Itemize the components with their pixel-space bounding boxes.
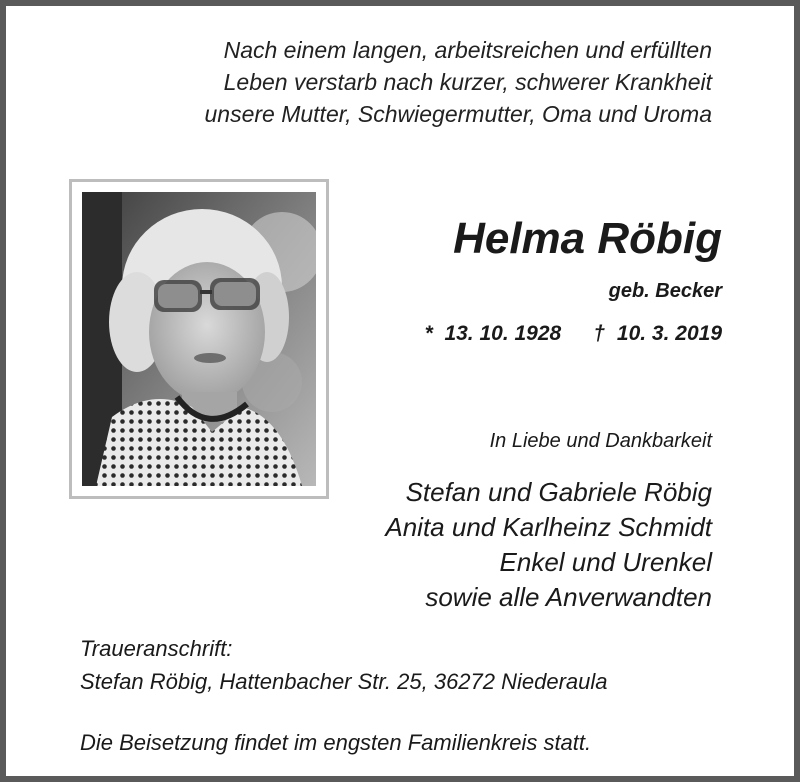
deceased-name: Helma Röbig: [453, 214, 722, 263]
address-label: Traueranschrift:: [80, 636, 233, 661]
mourning-address: [80, 632, 608, 698]
intro-text: [72, 34, 712, 130]
funeral-note: Die Beisetzung findet im engsten Familienkreis statt.: [80, 730, 592, 755]
death-date: 10. 3. 2019: [616, 322, 722, 345]
maiden-name: geb. Becker: [608, 280, 722, 302]
death-date-group: [593, 320, 722, 348]
mourner-line: Enkel und Urenkel: [499, 547, 712, 577]
birth-date: 13. 10. 1928: [444, 322, 562, 345]
portrait-frame: [69, 179, 329, 499]
birth-symbol: *: [424, 322, 433, 345]
mourner-line: sowie alle Anverwandten: [425, 582, 712, 612]
intro-line: Leben verstarb nach kurzer, schwerer Krankheit: [223, 69, 712, 95]
birth-date-group: [425, 320, 562, 348]
mourners-list: [385, 475, 712, 615]
mourner-line: Anita und Karlheinz Schmidt: [385, 512, 712, 542]
portrait-photo: [82, 192, 316, 486]
thanks-line: In Liebe und Dankbarkeit: [489, 430, 712, 452]
life-dates: [425, 320, 722, 348]
intro-line: unsere Mutter, Schwiegermutter, Oma und Uroma: [204, 101, 712, 127]
address-value: Stefan Röbig, Hattenbacher Str. 25, 36272 Niederaula: [80, 669, 608, 694]
mourner-line: Stefan und Gabriele Röbig: [405, 477, 712, 507]
death-symbol: †: [593, 322, 605, 345]
intro-line: Nach einem langen, arbeitsreichen und erfüllten: [223, 37, 712, 63]
